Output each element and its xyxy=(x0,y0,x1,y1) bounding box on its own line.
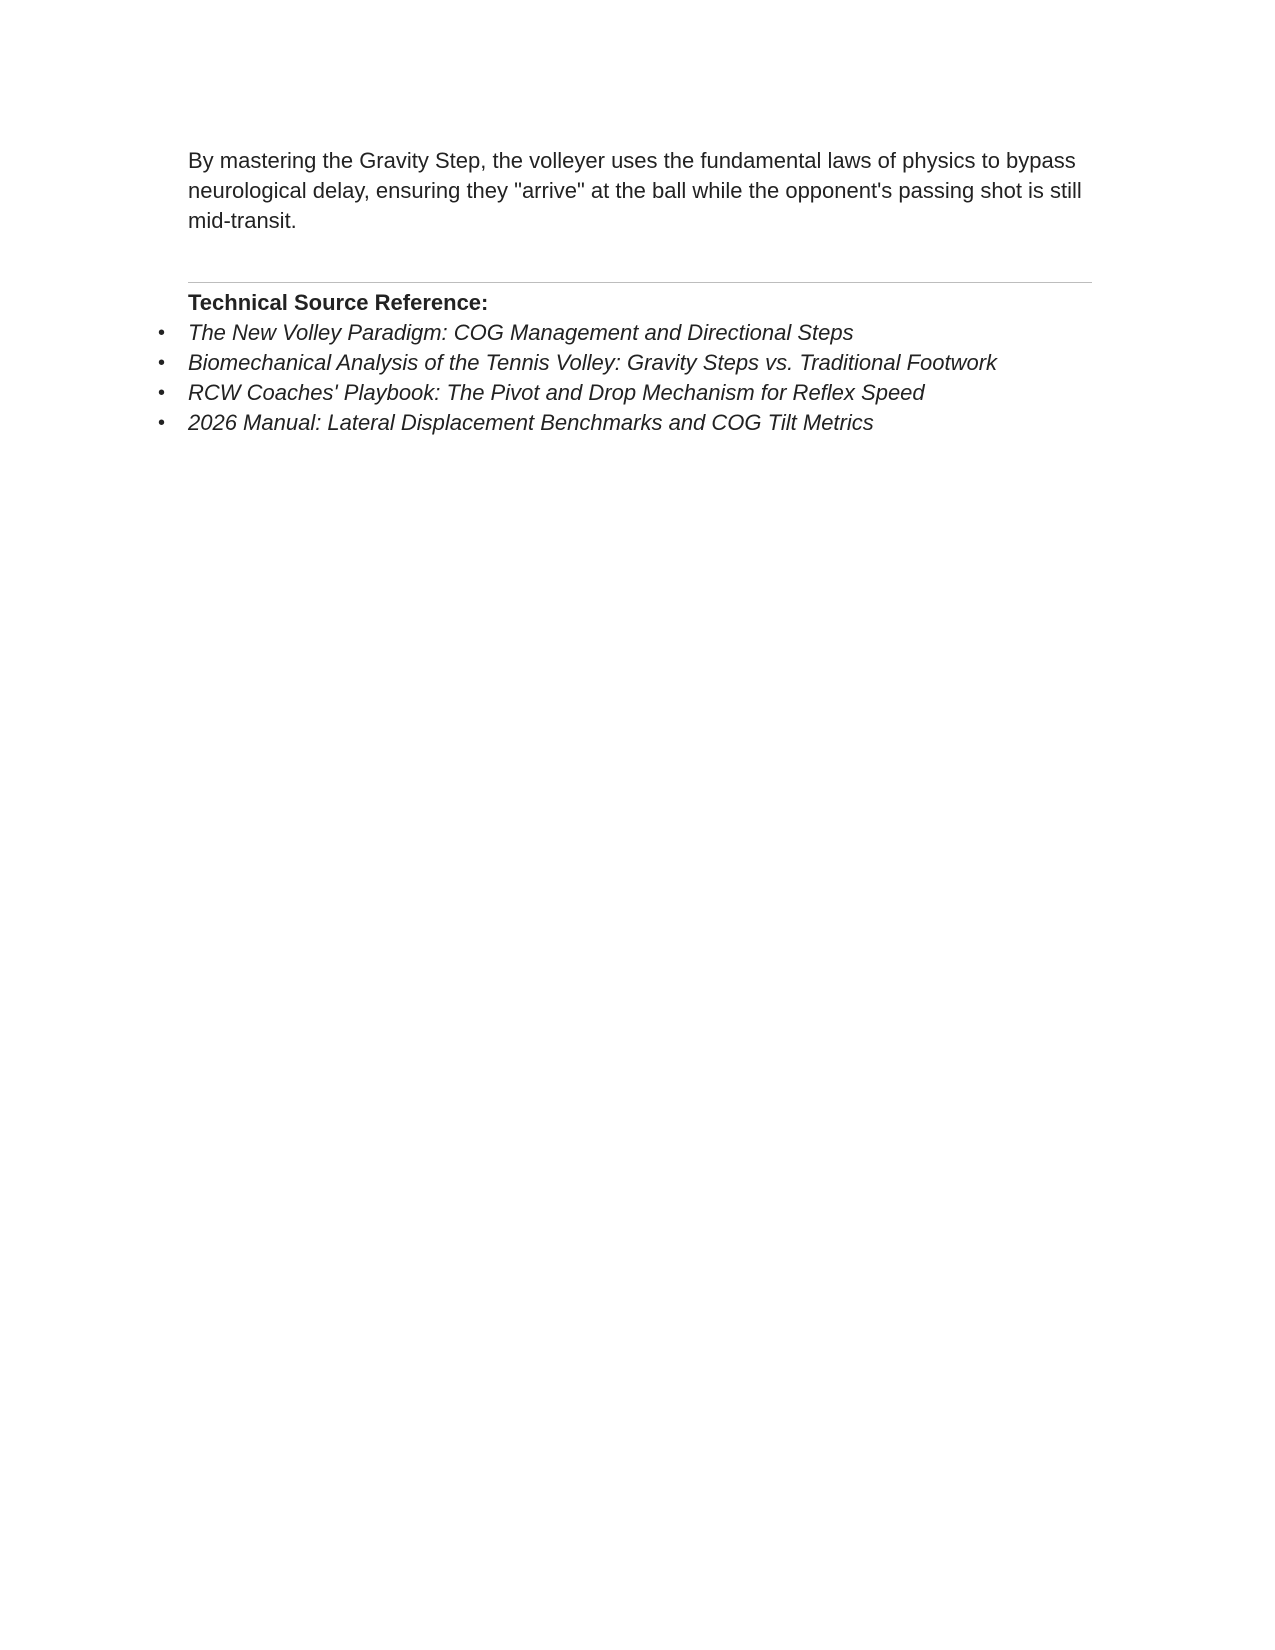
section-divider xyxy=(188,282,1092,283)
reference-item xyxy=(158,378,1092,408)
references-list xyxy=(158,318,1092,438)
reference-item xyxy=(158,348,1092,378)
bullet-icon: • xyxy=(158,382,166,404)
bullet-icon: • xyxy=(158,352,166,374)
reference-title: RCW Coaches' Playbook: The Pivot and Drop Mechanism for Reflex Speed xyxy=(188,380,925,405)
reference-item xyxy=(158,408,1092,438)
references-heading: Technical Source Reference: xyxy=(188,290,489,315)
reference-item xyxy=(158,318,1092,348)
intro-paragraph: By mastering the Gravity Step, the volleyer uses the fundamental laws of physics to bypass neurological delay, ensuring they "arrive" at the ball while the opponent's passing shot is still mid-transit. xyxy=(188,148,1082,233)
reference-title: 2026 Manual: Lateral Displacement Benchmarks and COG Tilt Metrics xyxy=(188,410,874,435)
reference-title: The New Volley Paradigm: COG Management and Directional Steps xyxy=(188,320,854,345)
reference-title: Biomechanical Analysis of the Tennis Volley: Gravity Steps vs. Traditional Footwork xyxy=(188,350,998,375)
bullet-icon: • xyxy=(158,412,166,434)
document-content xyxy=(158,146,1092,438)
bullet-icon: • xyxy=(158,322,166,344)
